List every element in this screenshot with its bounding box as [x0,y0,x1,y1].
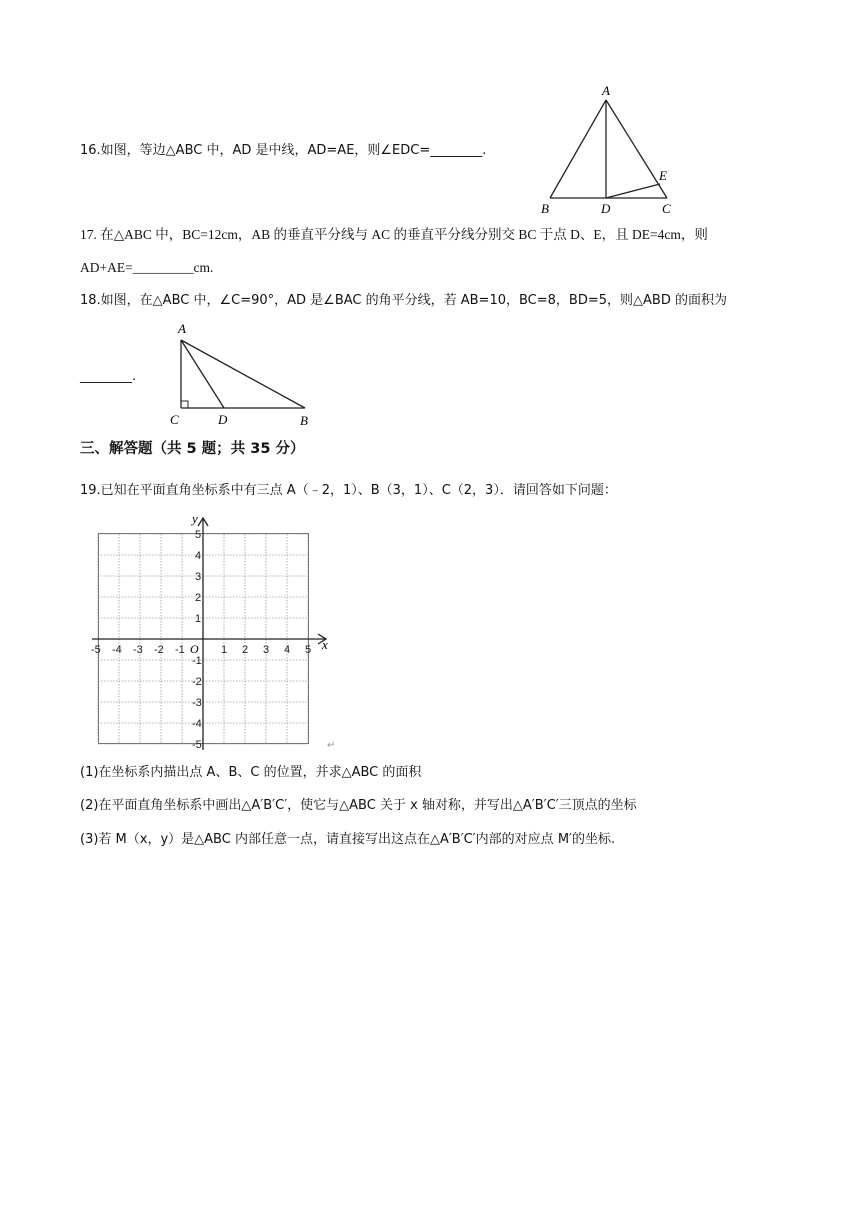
bisector-AD [181,340,224,408]
side-AC [606,100,667,198]
y-tick-label: -5 [192,739,202,751]
label-A: A [178,321,186,336]
question-17-line1: 17. 在△ABC 中，BC=12cm，AB 的垂直平分线与 AC 的垂直平分线分别交 BC 于点 D、E，且 DE=4cm，则 [80,227,708,242]
origin-label: O [190,642,199,656]
label-D: D [218,412,228,427]
x-tick-label: 2 [242,644,249,656]
y-tick-label: 1 [195,613,202,625]
label-C: C [662,201,671,216]
label-C: C [170,412,179,427]
section-3-heading: 三、解答题（共 5 题；共 35 分） [80,441,305,457]
x-tick-label: 3 [263,644,270,656]
question-19-part3: (3)若 M（x，y）是△ABC 内部任意一点，请直接写出这点在△A′B′C′内部的对应点 M′的坐标. [80,832,616,847]
y-axis-label: y [192,511,198,526]
y-tick-label: 5 [195,529,202,541]
x-tick-label: 1 [221,644,228,656]
label-B: B [300,413,308,428]
return-mark: ↵ [327,740,336,751]
question-16: 16.如图，等边△ABC 中，AD 是中线，AD=AE，则∠EDC=________. [80,143,487,158]
figure-16-triangle [536,82,686,218]
y-tick-label: 2 [195,592,202,604]
y-tick-label: -3 [192,697,202,709]
question-18-line1: 18.如图，在△ABC 中，∠C=90°，AD 是∠BAC 的角平分线，若 AB=10，BC=8，BD=5，则△ABD 的面积为 [80,293,727,308]
y-tick-label: -1 [192,655,202,667]
label-B: B [541,201,549,216]
side-AB [550,100,606,198]
x-tick-label: -2 [154,644,164,656]
label-E: E [659,168,667,183]
x-tick-label: -3 [133,644,143,656]
y-tick-label: -4 [192,718,202,730]
x-axis-label: x [322,637,328,652]
label-D: D [601,201,611,216]
question-17-line2: AD+AE=_________cm. [80,260,214,275]
x-tick-label: -5 [91,644,101,656]
y-tick-label: -2 [192,676,202,688]
figure-18-triangle [162,318,322,430]
segment-DE [606,184,660,198]
y-tick-label: 3 [195,571,202,583]
question-18-blank: ________. [80,369,137,384]
x-tick-label: 4 [284,644,291,656]
side-AB [181,340,305,408]
question-19-part2: (2)在平面直角坐标系中画出△A′B′C′，使它与△ABC 关于 x 轴对称，并写出△A′B′C′三顶点的坐标 [80,798,637,813]
x-tick-label: -1 [175,644,185,656]
question-19-part1: (1)在坐标系内描出点 A、B、C 的位置，并求△ABC 的面积 [80,765,422,780]
right-angle-mark [181,401,188,408]
y-tick-label: 4 [195,550,202,562]
label-A: A [602,83,610,98]
x-tick-label: 5 [305,644,312,656]
x-tick-label: -4 [112,644,122,656]
coordinate-grid [86,506,356,756]
question-19-stem: 19.已知在平面直角坐标系中有三点 A（﹣2，1）、B（3，1）、C（2，3）．请回答如下问题： [80,483,617,498]
